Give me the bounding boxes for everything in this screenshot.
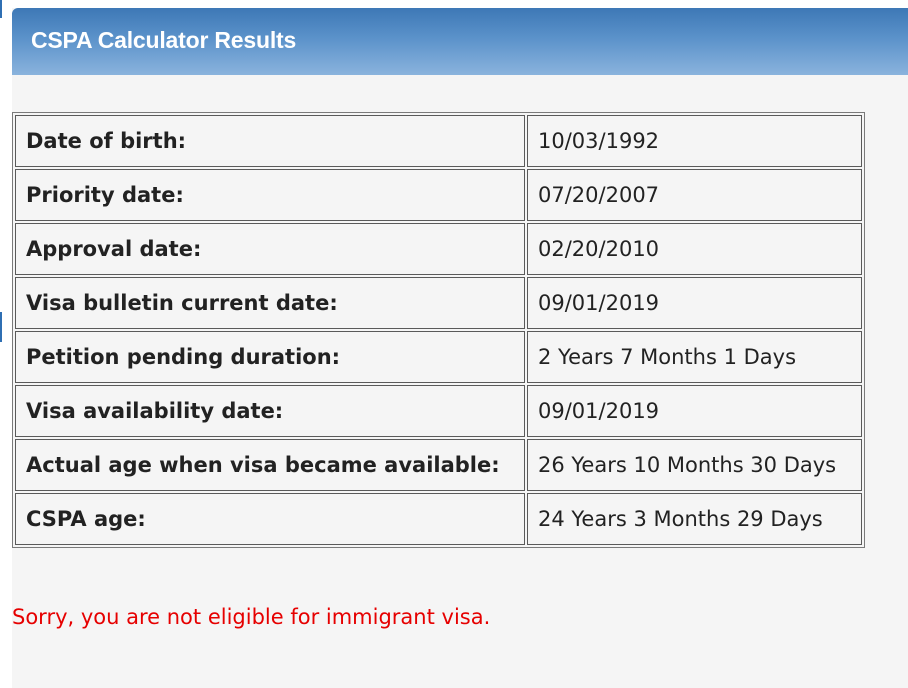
table-row — [15, 493, 862, 545]
results-panel — [12, 8, 908, 688]
left-edge-accent — [0, 0, 2, 18]
row-value: 2 Years 7 Months 1 Days — [527, 331, 862, 383]
row-label: CSPA age: — [15, 493, 525, 545]
row-value: 02/20/2010 — [527, 223, 862, 275]
table-row — [15, 115, 862, 167]
table-row — [15, 439, 862, 491]
row-value: 07/20/2007 — [527, 169, 862, 221]
row-label: Visa bulletin current date: — [15, 277, 525, 329]
table-row — [15, 385, 862, 437]
row-value: 10/03/1992 — [527, 115, 862, 167]
table-row — [15, 223, 862, 275]
row-value: 09/01/2019 — [527, 277, 862, 329]
row-label: Approval date: — [15, 223, 525, 275]
row-label: Actual age when visa became available: — [15, 439, 525, 491]
eligibility-status-message: Sorry, you are not eligible for immigrant visa. — [12, 605, 491, 629]
row-label: Visa availability date: — [15, 385, 525, 437]
results-table — [12, 112, 865, 548]
row-value: 09/01/2019 — [527, 385, 862, 437]
table-row — [15, 277, 862, 329]
row-value: 26 Years 10 Months 30 Days — [527, 439, 862, 491]
page-title: CSPA Calculator Results — [31, 27, 297, 53]
table-row — [15, 331, 862, 383]
row-label: Date of birth: — [15, 115, 525, 167]
row-value: 24 Years 3 Months 29 Days — [527, 493, 862, 545]
row-label: Petition pending duration: — [15, 331, 525, 383]
table-row — [15, 169, 862, 221]
left-edge-accent — [0, 312, 2, 342]
row-label: Priority date: — [15, 169, 525, 221]
header-bar — [12, 8, 908, 75]
